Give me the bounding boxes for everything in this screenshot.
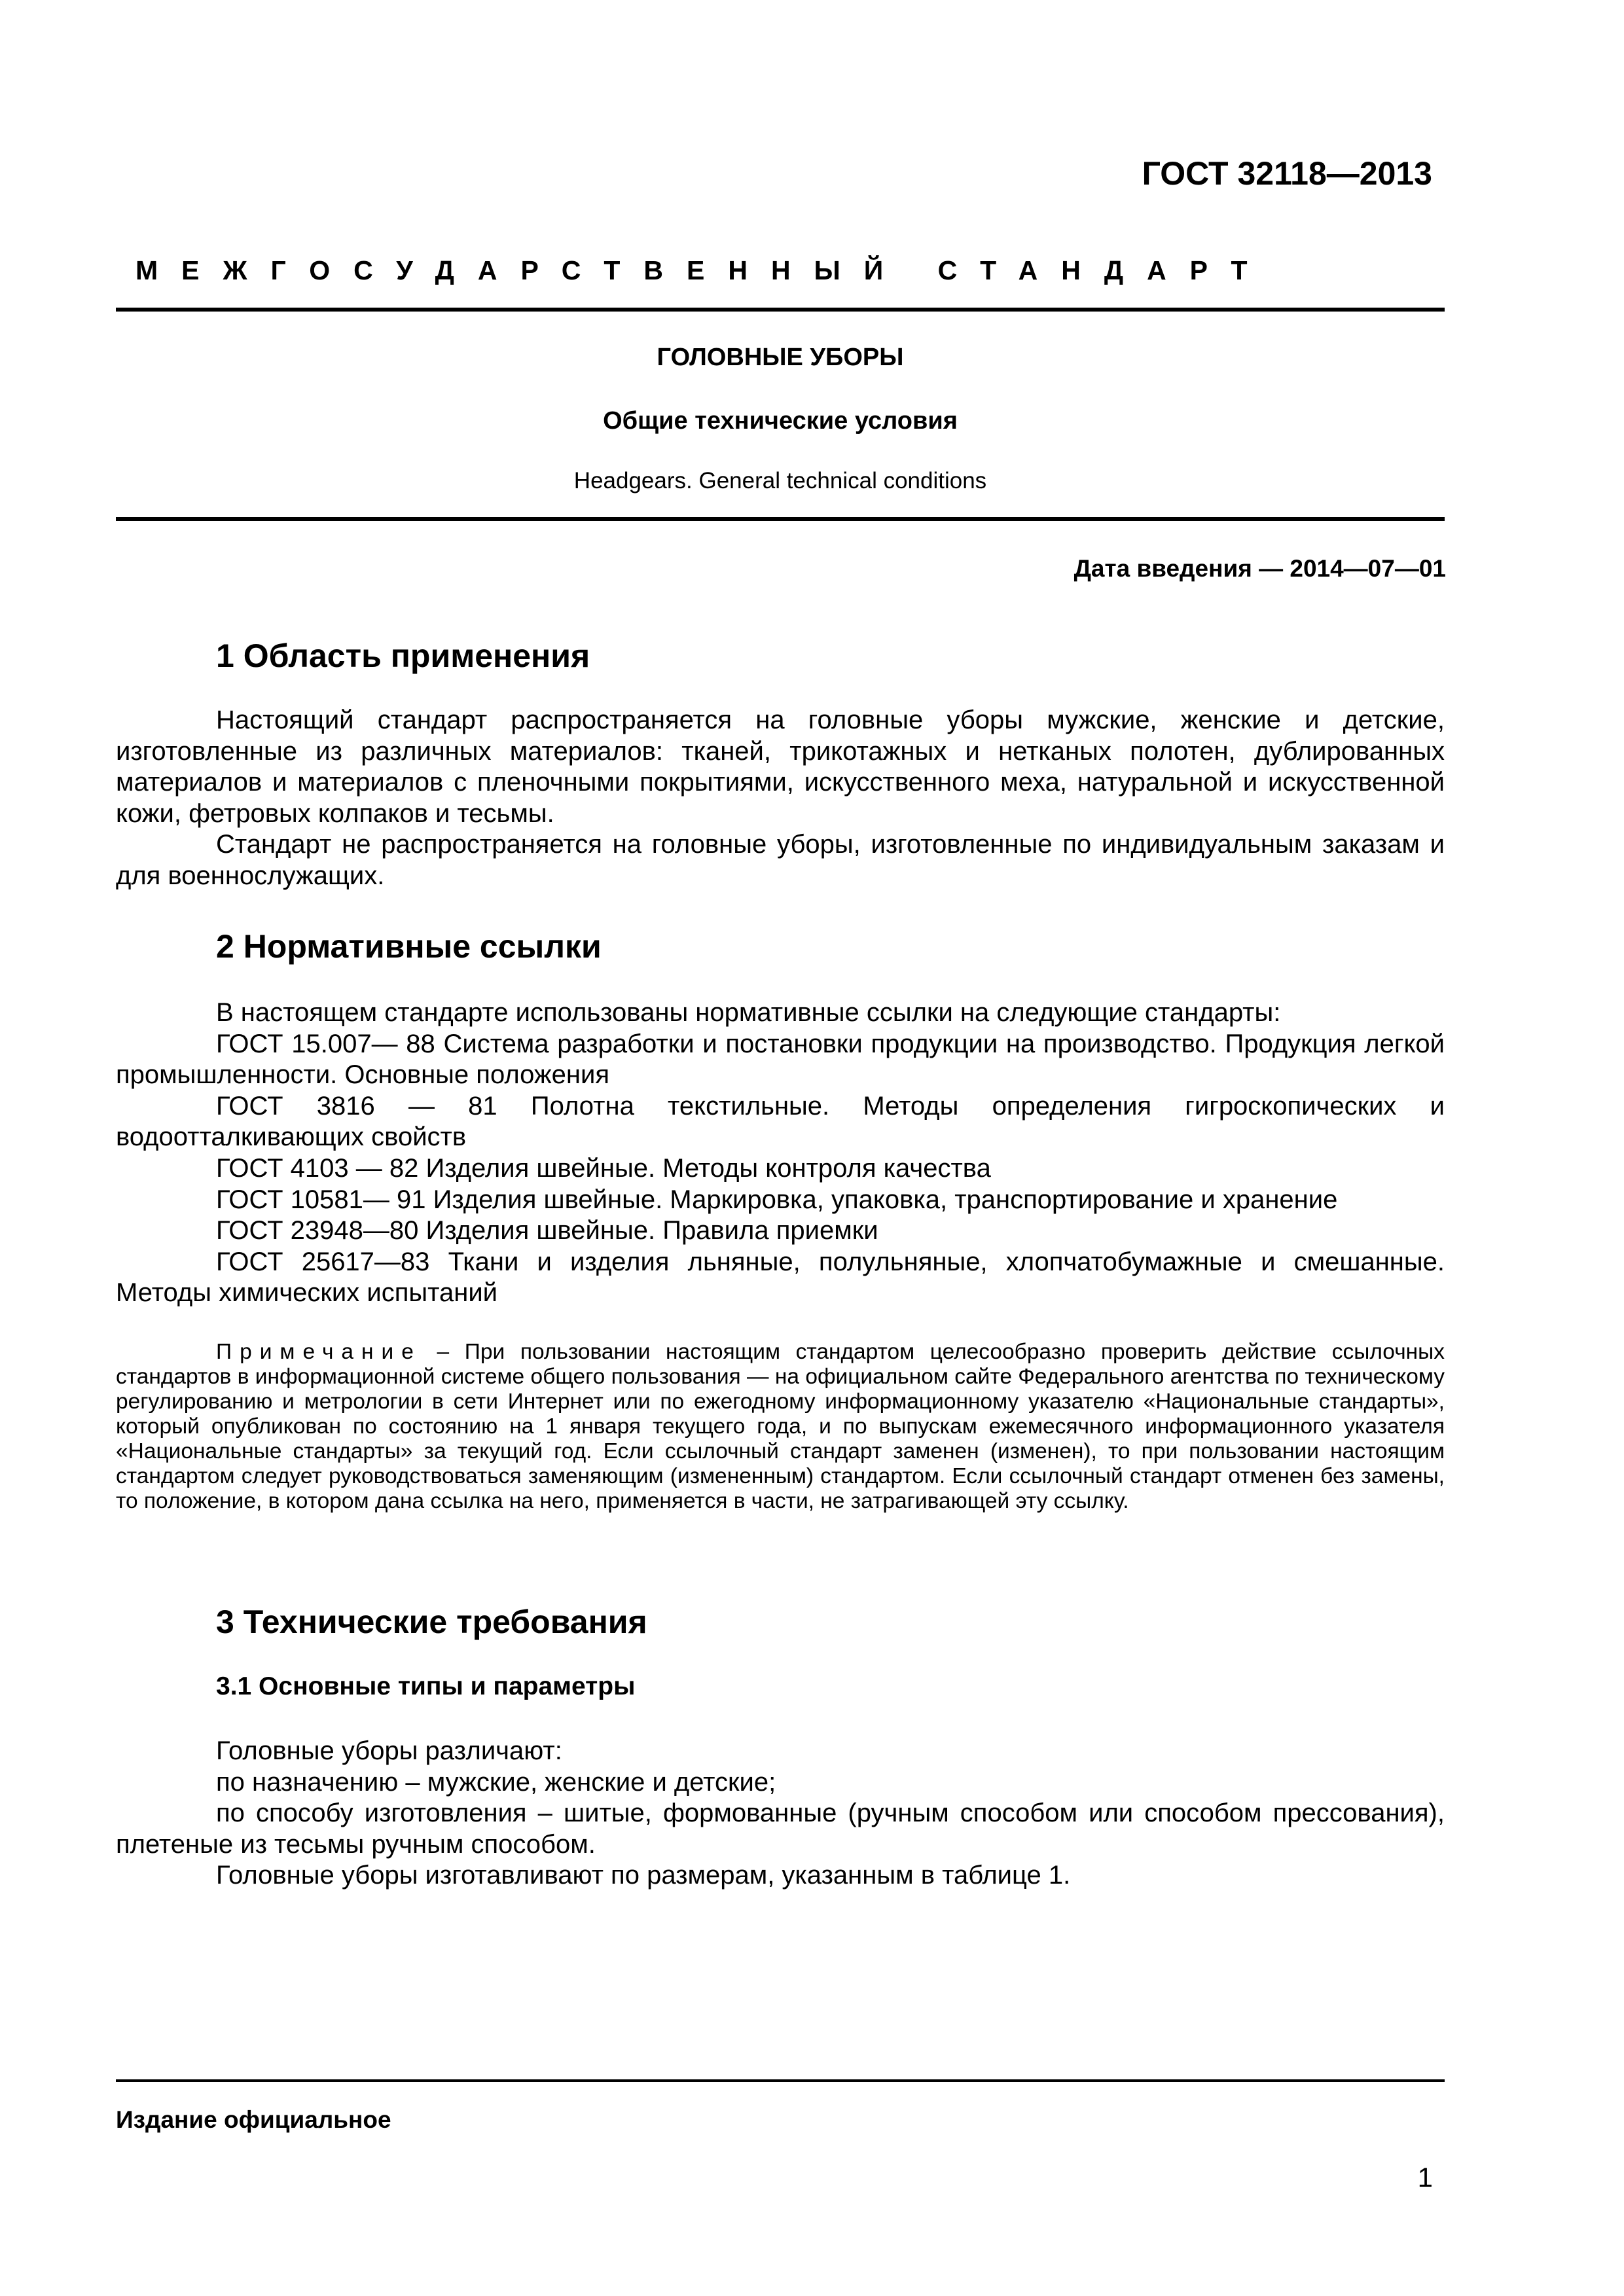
divider-top <box>116 308 1445 312</box>
document-code: ГОСТ 32118—2013 <box>1142 155 1432 192</box>
section-2-heading: 2 Нормативные ссылки <box>216 928 602 965</box>
standard-type-title: МЕЖГОСУДАРСТВЕННЫЙ СТАНДАРТ <box>135 255 1271 285</box>
section-1-paragraph: Настоящий стандарт распространяется на головные уборы мужские, женские и детские, изготовленные из различных материалов: тканей, трикотажных и нетканых полотен, дублированных материалов и материалов с пленочными покрытиями, искусственного меха, натуральной и искусственной кожи, фетровых колпаков и тесьмы. <box>116 706 1445 828</box>
document-title-english: Headgears. General technical conditions <box>573 468 987 493</box>
reference-item: ГОСТ 23948—80 Изделия швейные. Правила приемки <box>216 1216 878 1246</box>
section-3-paragraph: Головные уборы изготавливают по размерам, указанным в таблице 1. <box>216 1861 1071 1890</box>
reference-item: ГОСТ 15.007— 88 Система разработки и постановки продукции на производство. Продукция легкой промышленности. Основные положения <box>116 1029 1445 1090</box>
reference-item: ГОСТ 10581— 91 Изделия швейные. Маркировка, упаковка, транспортирование и хранение <box>216 1185 1338 1214</box>
reference-item: ГОСТ 4103 — 82 Изделия швейные. Методы контроля качества <box>216 1153 991 1183</box>
introduction-date: Дата введения — 2014—07—01 <box>1074 555 1446 582</box>
section-3-body <box>116 1736 1445 1892</box>
note-text: – При пользовании настоящим стандартом целесообразно проверить действие ссылочных стандартов в информационной системе общего пользования — на официальном сайте Федерального агентства по техническому регулированию и метрологии в сети Интернет или по ежегодному информационному указателю «Национальные стандарты», который опубликован по состоянию на 1 января текущего года, и по выпускам ежемесячного информационного указателя «Национальные стандарты» за текущий год. Если ссылочный стандарт заменен (изменен), то при пользовании настоящим стандартом следует руководствоваться заменяющим (измененным) стандартом. Если ссылочный стандарт отменен без замены, то положение, в котором дана ссылка на него, применяется в части, не затрагивающей эту ссылку. <box>116 1340 1445 1513</box>
document-title: ГОЛОВНЫЕ УБОРЫ <box>657 344 904 371</box>
section-2-body <box>116 997 1445 1309</box>
section-1-body <box>116 705 1445 892</box>
note-label: Примечание <box>216 1340 422 1364</box>
section-2-paragraph: В настоящем стандарте использованы нормативные ссылки на следующие стандарты: <box>216 998 1281 1027</box>
divider-title <box>116 517 1445 521</box>
reference-item: ГОСТ 25617—83 Ткани и изделия льняные, полульняные, хлопчатобумажные и смешанные. Методы химических испытаний <box>116 1247 1445 1308</box>
note-block <box>116 1340 1445 1514</box>
subsection-3-1-heading: 3.1 Основные типы и параметры <box>216 1672 636 1700</box>
section-1-heading: 1 Область применения <box>216 637 590 674</box>
divider-footer <box>116 2079 1445 2082</box>
section-3-heading: 3 Технические требования <box>216 1604 647 1640</box>
section-3-paragraph: по назначению – мужские, женские и детские; <box>216 1767 776 1797</box>
document-subtitle: Общие технические условия <box>603 407 958 435</box>
reference-item: ГОСТ 3816 — 81 Полотна текстильные. Методы определения гигроскопических и водоотталкивающих свойств <box>116 1091 1445 1152</box>
page-number: 1 <box>1417 2162 1433 2193</box>
section-1-paragraph: Стандарт не распространяется на головные уборы, изготовленные по индивидуальным заказам и для военнослужащих. <box>116 830 1445 890</box>
section-3-paragraph: Головные уборы различают: <box>216 1736 562 1765</box>
edition-label: Издание официальное <box>116 2106 391 2133</box>
section-3-paragraph: по способу изготовления – шитые, формованные (ручным способом или способом прессования), плетеные из тесьмы ручным способом. <box>116 1799 1445 1859</box>
